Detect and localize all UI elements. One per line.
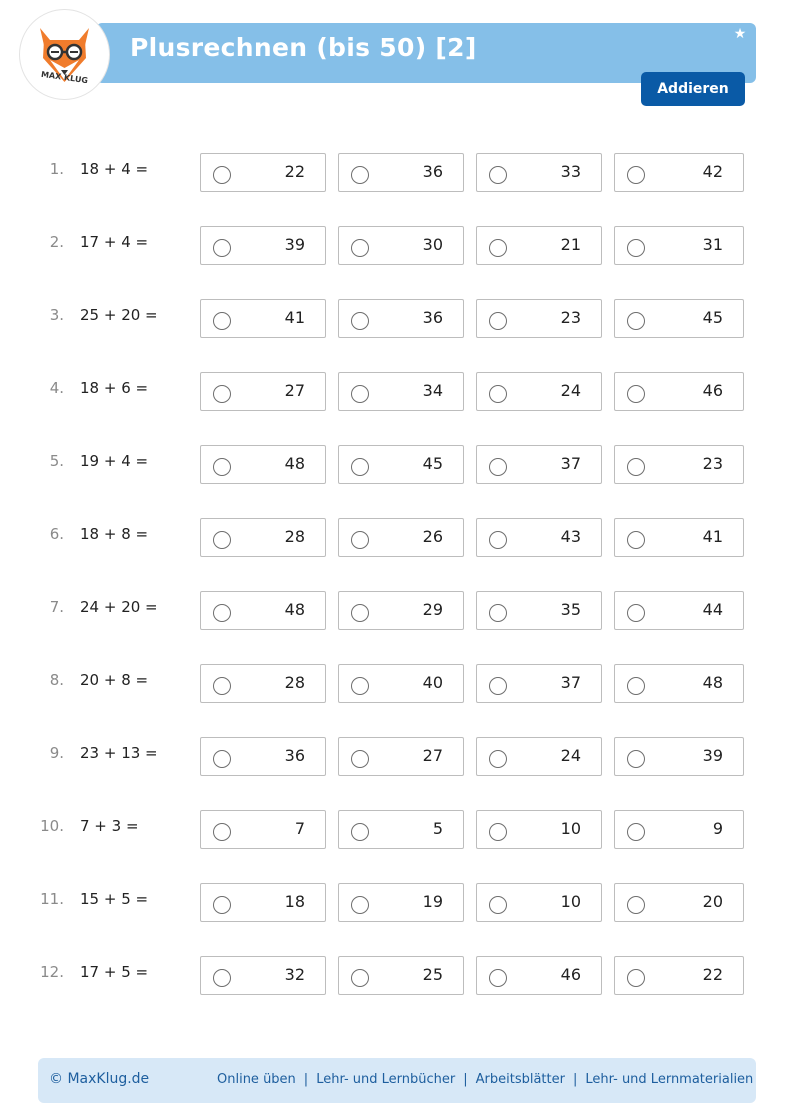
- radio-button[interactable]: [213, 239, 231, 257]
- footer-separator: |: [463, 1072, 468, 1087]
- task-number: 1.: [49, 160, 64, 178]
- answer-value: 21: [560, 235, 581, 254]
- radio-button[interactable]: [627, 531, 645, 549]
- radio-button[interactable]: [627, 750, 645, 768]
- answer-value: 24: [560, 381, 581, 400]
- task-number: 12.: [40, 963, 64, 981]
- task-number: 8.: [49, 671, 64, 689]
- answer-value: 32: [284, 965, 305, 984]
- answer-value: 30: [422, 235, 443, 254]
- answer-option[interactable]: [200, 883, 326, 922]
- radio-button[interactable]: [627, 239, 645, 257]
- answer-option[interactable]: [614, 299, 744, 338]
- task-row: [0, 299, 794, 339]
- answer-option[interactable]: [338, 226, 464, 265]
- answer-value: 37: [560, 673, 581, 692]
- task-expression: 25 + 20 =: [80, 306, 158, 324]
- answer-option[interactable]: [200, 737, 326, 776]
- answer-value: 48: [702, 673, 723, 692]
- radio-button[interactable]: [213, 750, 231, 768]
- task-expression: 7 + 3 =: [80, 817, 139, 835]
- radio-button[interactable]: [351, 531, 369, 549]
- answer-option[interactable]: [614, 153, 744, 192]
- answer-value: 46: [702, 381, 723, 400]
- task-row: [0, 372, 794, 412]
- answer-option[interactable]: [338, 956, 464, 995]
- radio-button[interactable]: [627, 166, 645, 184]
- radio-button[interactable]: [351, 969, 369, 987]
- answer-option[interactable]: [338, 737, 464, 776]
- radio-button[interactable]: [351, 385, 369, 403]
- radio-button[interactable]: [489, 312, 507, 330]
- footer-copyright: © MaxKlug.de: [49, 1071, 150, 1087]
- logo-text: MAX KLUG: [40, 69, 89, 86]
- answer-option[interactable]: [476, 810, 602, 849]
- answer-option[interactable]: [338, 883, 464, 922]
- radio-button[interactable]: [489, 239, 507, 257]
- footer-link[interactable]: Online üben: [217, 1072, 296, 1087]
- radio-button[interactable]: [213, 531, 231, 549]
- radio-button[interactable]: [213, 385, 231, 403]
- footer-links: [217, 1072, 753, 1087]
- answer-value: 22: [284, 162, 305, 181]
- radio-button[interactable]: [213, 677, 231, 695]
- answer-option[interactable]: [200, 518, 326, 557]
- radio-button[interactable]: [489, 750, 507, 768]
- radio-button[interactable]: [213, 896, 231, 914]
- answer-value: 25: [422, 965, 443, 984]
- answer-option[interactable]: [614, 591, 744, 630]
- footer-link[interactable]: Lehr- und Lernbücher: [316, 1072, 456, 1087]
- task-expression: 17 + 5 =: [80, 963, 149, 981]
- answer-value: 23: [702, 454, 723, 473]
- answer-value: 39: [702, 746, 723, 765]
- answer-option[interactable]: [614, 518, 744, 557]
- answer-option[interactable]: [614, 372, 744, 411]
- radio-button[interactable]: [489, 969, 507, 987]
- answer-option[interactable]: [614, 445, 744, 484]
- answer-value: 10: [560, 892, 581, 911]
- radio-button[interactable]: [489, 166, 507, 184]
- answer-value: 39: [284, 235, 305, 254]
- answer-option[interactable]: [338, 299, 464, 338]
- answer-option[interactable]: [476, 883, 602, 922]
- task-number: 10.: [40, 817, 64, 835]
- footer-separator: |: [303, 1072, 309, 1087]
- answer-option[interactable]: [476, 664, 602, 703]
- answer-option[interactable]: [614, 883, 744, 922]
- task-number: 5.: [49, 452, 64, 470]
- radio-button[interactable]: [351, 677, 369, 695]
- radio-button[interactable]: [627, 604, 645, 622]
- answer-value: 34: [422, 381, 443, 400]
- answer-option[interactable]: [614, 664, 744, 703]
- answer-option[interactable]: [476, 445, 602, 484]
- task-row: [0, 664, 794, 704]
- radio-button[interactable]: [351, 312, 369, 330]
- answer-value: 44: [702, 600, 723, 619]
- task-expression: 18 + 8 =: [80, 525, 149, 543]
- answer-option[interactable]: [614, 737, 744, 776]
- answer-value: 36: [422, 308, 443, 327]
- radio-button[interactable]: [351, 604, 369, 622]
- answer-option[interactable]: [476, 518, 602, 557]
- task-expression: 18 + 6 =: [80, 379, 149, 397]
- answer-option[interactable]: [200, 299, 326, 338]
- radio-button[interactable]: [627, 969, 645, 987]
- footer-link[interactable]: Arbeitsblätter: [475, 1072, 565, 1087]
- answer-value: 5: [432, 819, 443, 838]
- answer-value: 18: [284, 892, 305, 911]
- answer-option[interactable]: [338, 810, 464, 849]
- radio-button[interactable]: [213, 823, 231, 841]
- task-number: 3.: [49, 306, 64, 324]
- task-number: 6.: [49, 525, 64, 543]
- task-expression: 19 + 4 =: [80, 452, 149, 470]
- category-badge[interactable]: Addieren: [641, 72, 745, 106]
- answer-value: 33: [560, 162, 581, 181]
- answer-value: 10: [560, 819, 581, 838]
- answer-value: 35: [560, 600, 581, 619]
- radio-button[interactable]: [351, 750, 369, 768]
- radio-button[interactable]: [213, 166, 231, 184]
- task-row: [0, 737, 794, 777]
- task-row: [0, 591, 794, 631]
- task-row: [0, 810, 794, 850]
- answer-value: 41: [702, 527, 723, 546]
- answer-option[interactable]: [476, 153, 602, 192]
- radio-button[interactable]: [489, 531, 507, 549]
- fox-logo-icon: [19, 9, 110, 100]
- radio-button[interactable]: [213, 458, 231, 476]
- answer-value: 48: [284, 454, 305, 473]
- answer-value: 40: [422, 673, 443, 692]
- radio-button[interactable]: [627, 385, 645, 403]
- radio-button[interactable]: [489, 823, 507, 841]
- radio-button[interactable]: [213, 604, 231, 622]
- task-number: 2.: [49, 233, 64, 251]
- radio-button[interactable]: [627, 458, 645, 476]
- answer-option[interactable]: [476, 299, 602, 338]
- answer-value: 36: [284, 746, 305, 765]
- footer-link[interactable]: Lehr- und Lernmaterialien: [585, 1072, 754, 1087]
- answer-value: 22: [702, 965, 723, 984]
- answer-option[interactable]: [338, 664, 464, 703]
- radio-button[interactable]: [351, 239, 369, 257]
- answer-option[interactable]: [200, 956, 326, 995]
- answer-value: 43: [560, 527, 581, 546]
- answer-option[interactable]: [614, 226, 744, 265]
- task-expression: 18 + 4 =: [80, 160, 149, 178]
- page-title: Plusrechnen (bis 50) [2]: [130, 33, 477, 62]
- answer-value: 41: [284, 308, 305, 327]
- task-row: [0, 518, 794, 558]
- task-row: [0, 956, 794, 996]
- answer-value: 26: [422, 527, 443, 546]
- radio-button[interactable]: [351, 823, 369, 841]
- radio-button[interactable]: [489, 677, 507, 695]
- answer-option[interactable]: [200, 226, 326, 265]
- answer-option[interactable]: [200, 591, 326, 630]
- answer-option[interactable]: [200, 664, 326, 703]
- answer-option[interactable]: [476, 591, 602, 630]
- radio-button[interactable]: [351, 896, 369, 914]
- radio-button[interactable]: [627, 312, 645, 330]
- task-number: 11.: [40, 890, 64, 908]
- answer-value: 48: [284, 600, 305, 619]
- task-number: 9.: [49, 744, 64, 762]
- radio-button[interactable]: [489, 385, 507, 403]
- answer-value: 45: [702, 308, 723, 327]
- answer-option[interactable]: [614, 810, 744, 849]
- task-row: [0, 153, 794, 193]
- star-icon: ★: [733, 26, 747, 42]
- answer-option[interactable]: [338, 372, 464, 411]
- answer-value: 27: [422, 746, 443, 765]
- answer-value: 37: [560, 454, 581, 473]
- answer-value: 23: [560, 308, 581, 327]
- answer-value: 36: [422, 162, 443, 181]
- radio-button[interactable]: [213, 312, 231, 330]
- radio-button[interactable]: [213, 969, 231, 987]
- answer-value: 46: [560, 965, 581, 984]
- answer-value: 45: [422, 454, 443, 473]
- answer-option[interactable]: [338, 153, 464, 192]
- answer-option[interactable]: [200, 445, 326, 484]
- radio-button[interactable]: [627, 823, 645, 841]
- answer-option[interactable]: [200, 153, 326, 192]
- answer-value: 29: [422, 600, 443, 619]
- answer-value: 24: [560, 746, 581, 765]
- task-expression: 24 + 20 =: [80, 598, 158, 616]
- answer-value: 28: [284, 527, 305, 546]
- radio-button[interactable]: [489, 458, 507, 476]
- task-row: [0, 445, 794, 485]
- answer-option[interactable]: [476, 956, 602, 995]
- task-expression: 20 + 8 =: [80, 671, 149, 689]
- task-row: [0, 226, 794, 266]
- answer-value: 7: [294, 819, 305, 838]
- answer-option[interactable]: [476, 226, 602, 265]
- answer-value: 28: [284, 673, 305, 692]
- task-number: 4.: [49, 379, 64, 397]
- task-number: 7.: [49, 598, 64, 616]
- answer-value: 20: [702, 892, 723, 911]
- answer-value: 42: [702, 162, 723, 181]
- task-expression: 17 + 4 =: [80, 233, 149, 251]
- task-expression: 15 + 5 =: [80, 890, 149, 908]
- answer-value: 31: [702, 235, 723, 254]
- answer-option[interactable]: [614, 956, 744, 995]
- radio-button[interactable]: [489, 604, 507, 622]
- answer-option[interactable]: [200, 810, 326, 849]
- answer-option[interactable]: [476, 372, 602, 411]
- radio-button[interactable]: [351, 166, 369, 184]
- answer-value: 9: [712, 819, 723, 838]
- answer-option[interactable]: [476, 737, 602, 776]
- answer-option[interactable]: [338, 445, 464, 484]
- task-expression: 23 + 13 =: [80, 744, 158, 762]
- footer-separator: |: [572, 1072, 578, 1087]
- radio-button[interactable]: [627, 896, 645, 914]
- answer-option[interactable]: [200, 372, 326, 411]
- answer-option[interactable]: [338, 518, 464, 557]
- answer-option[interactable]: [338, 591, 464, 630]
- radio-button[interactable]: [351, 458, 369, 476]
- answer-value: 27: [284, 381, 305, 400]
- answer-value: 19: [422, 892, 443, 911]
- radio-button[interactable]: [489, 896, 507, 914]
- task-row: [0, 883, 794, 923]
- radio-button[interactable]: [627, 677, 645, 695]
